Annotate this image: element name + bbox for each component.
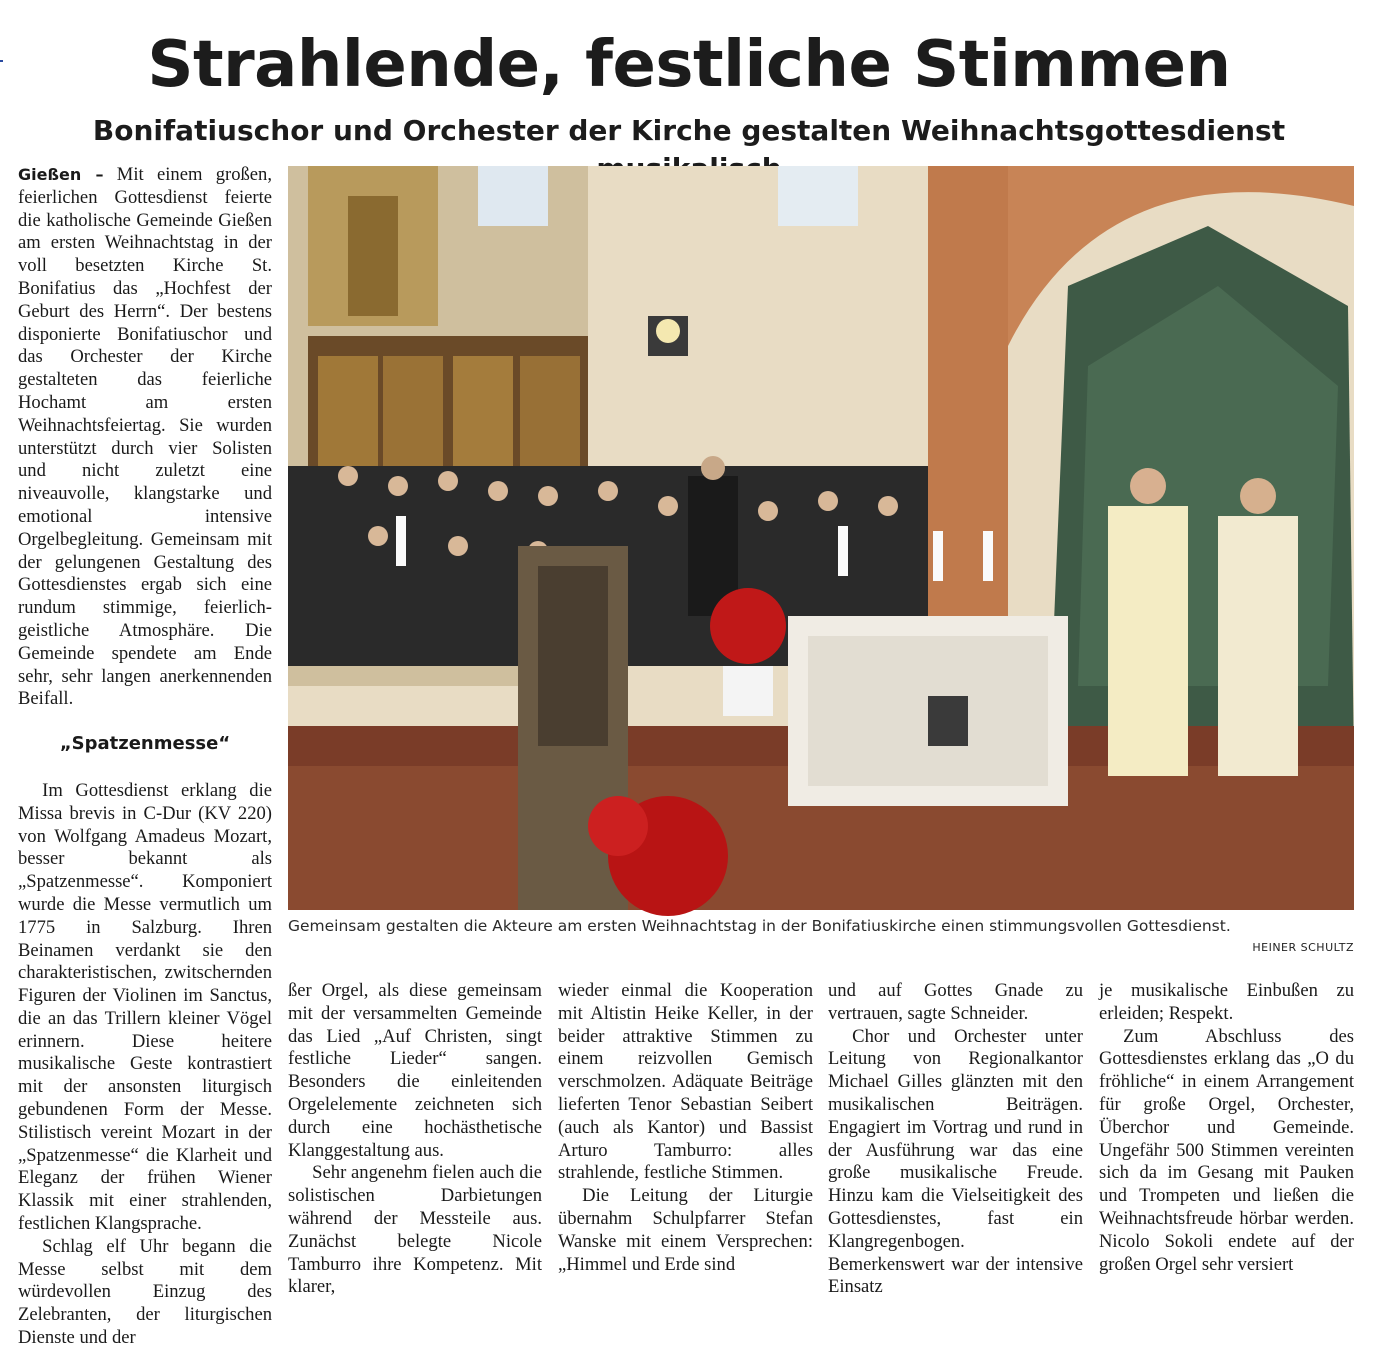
photo-credit: HEINER SCHULTZ xyxy=(1252,941,1354,954)
paragraph: ßer Orgel, als diese gemeinsam mit der versammelten Gemeinde das Lied „Auf Christen, singt festliche Lieder“ sangen. Besonders die einleitenden Orgelelemente zeichneten sich durch eine hochästhetische Klanggestaltung aus. xyxy=(288,980,542,1161)
paragraph: je musikalische Einbußen zu erleiden; Respekt. xyxy=(1099,980,1354,1024)
section-subtitle: „Spatzenmesse“ xyxy=(59,733,231,755)
paragraph: Schlag elf Uhr begann die Messe selbst mit dem würdevollen Einzug des Zelebranten, der liturgischen Dienste und der xyxy=(18,1235,272,1349)
subheadline: Bonifatiuschor und Orchester der Kirche gestalten Weihnachtsgottesdienst xyxy=(92,114,1286,147)
paragraph: Sehr angenehm fielen auch die solistischen Darbietungen während der Messteile aus. Zunächst belegte Nicole Tamburro ihre Kompetenz. Mit klarer, xyxy=(288,1162,542,1298)
photo-caption: Gemeinsam gestalten die Akteure am ersten Weihnachtstag in der Bonifatiuskirche einen stimmungsvollen Gottesdienst. xyxy=(288,917,1231,935)
intro-paragraph xyxy=(18,164,272,711)
article-column-1 xyxy=(18,164,273,1349)
paragraph: wieder einmal die Kooperation mit Altistin Heike Keller, in der beider attraktive Stimmen zu einem reizvollen Gemisch verschmolzen. Adäquate Beiträge lieferten Tenor Sebastian Seibert (auch als Kantor) und Bassist Arturo Tamburro: alles strahlende, festliche Stimmen. xyxy=(558,980,813,1184)
article-column-2 xyxy=(288,980,542,1298)
paragraph: Im Gottesdienst erklang die Missa brevis in C-Dur (KV 220) von Wolfgang Amadeus Mozart, besser bekannt als „Spatzenmesse“. Komponiert wurde die Messe vermutlich um 1775 in Salzburg. Ihren Beinamen verdankt sie den charakteristischen, zwitschernden Figuren der Violinen im Sanctus, die an das Trillern kleiner Vögel erinnern. Diese heitere musikalische Geste kontrastiert mit der ansonsten liturgisch gebundenen Form der Messe. Stilistisch vereint Mozart in der „Spatzenmesse“ die Klarheit und Eleganz der frühen Wiener Klassik mit einer strahlenden, festlichen Klangsprache. xyxy=(18,779,272,1235)
paragraph: und auf Gottes Gnade zu vertrauen, sagte Schneider. xyxy=(828,980,1083,1024)
church-photo xyxy=(288,166,1354,910)
article-column-4 xyxy=(828,980,1083,1298)
dateline: Gießen – xyxy=(18,165,104,184)
paragraph: Zum Abschluss des Gottesdienstes erklang das „O du fröhliche“ in einem Arrangement für große Orgel, Orchester, Überchor und Gemeinde. Ungefähr 500 Stimmen vereinten sich da im Gesang mit Pauken und Trompeten und ließen die Weihnachtsfreude hörbar werden. Nicolo Sokoli endete auf der großen Orgel sehr versiert xyxy=(1099,1025,1354,1275)
headline: Strahlende, festliche Stimmen xyxy=(147,28,1231,102)
intro-text: Mit einem großen, feierlichen Gottesdienst feierte die katholische Gemeinde Gießen am ersten Weihnachtstag in der voll besetzten Kirche St. Bonifatius das „Hochfest der Geburt des Herrn“. Der bestens disponierte Bonifatiuschor und das Orchester der Kirche gestalteten das feierliche Hochamt am ersten Weihnachtsfeiertag. Sie wurden unterstützt durch vier Solisten und nicht zuletzt eine niveauvolle, klangstarke und emotional intensive Orgelbegleitung. Gemeinsam mit der gelungenen Gestaltung des Gottesdienstes ergab sich eine rundum stimmige, feierlich-geistliche Atmosphäre. Die Gemeinde spendete am Ende sehr, sehr langen anerkennenden Beifall. xyxy=(18,164,273,710)
paragraph: Die Leitung der Liturgie übernahm Schulpfarrer Stefan Wanske mit einem Versprechen: „Himmel und Erde sind xyxy=(558,1185,813,1275)
article-column-3 xyxy=(558,980,813,1275)
article-column-5 xyxy=(1099,980,1354,1275)
paragraph: Chor und Orchester unter Leitung von Regionalkantor Michael Gilles glänzten mit den musikalischen Beiträgen. Engagiert im Vortrag und rund in der Ausführung war das eine große musikalische Freude. Hinzu kam die Vielseitigkeit des Gottesdienstes, fast ein Klangregenbogen. Bemerkenswert war der intensive Einsatz xyxy=(828,1025,1083,1298)
